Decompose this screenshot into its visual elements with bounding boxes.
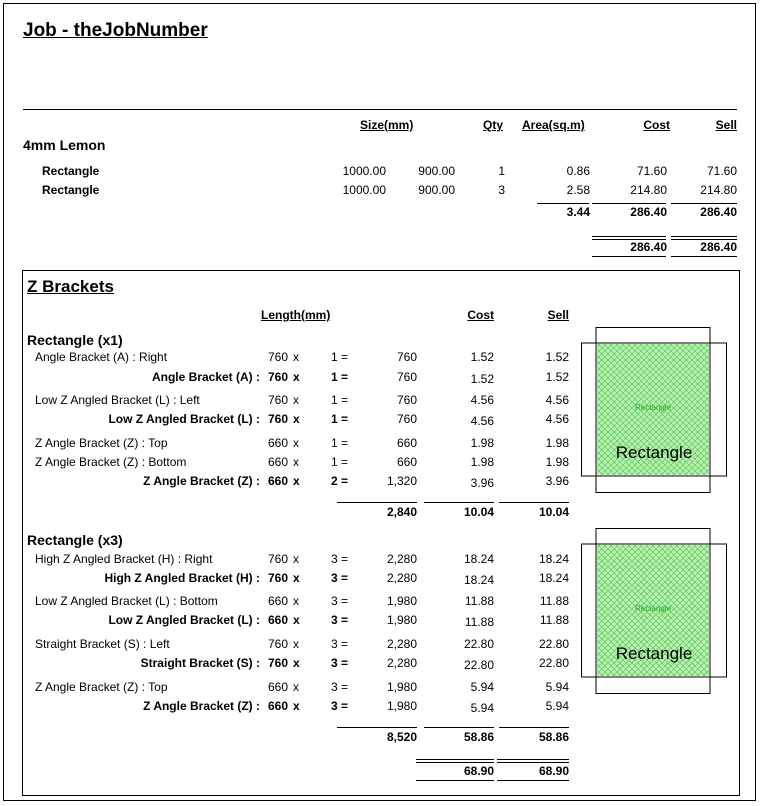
bracket-cost: 4.56	[470, 393, 494, 407]
bracket-row-label: Straight Bracket (S) : Left	[35, 637, 170, 651]
bracket-total-length: 1,980	[386, 699, 417, 713]
bracket-summary-label: Angle Bracket (A) :	[151, 370, 260, 384]
bracket-summary-label: Straight Bracket (S) :	[140, 656, 260, 670]
header-bracket-cost: Cost	[467, 308, 494, 322]
bracket-times: x	[293, 637, 299, 651]
bracket-times: x	[293, 699, 300, 713]
bracket-length: 660	[267, 455, 288, 469]
header-bracket-sell: Sell	[547, 308, 569, 322]
bracket-row-label: Low Z Angled Bracket (L) : Left	[35, 393, 200, 407]
bracket-cost: 22.80	[463, 637, 494, 651]
subtotal-sell: 286.40	[700, 205, 737, 219]
bracket-qty: 1 =	[331, 455, 349, 469]
bracket-total-length: 1,980	[386, 613, 417, 627]
bracket-length: 760	[267, 393, 288, 407]
bracket-length: 760	[267, 370, 288, 384]
header-qty: Qty	[483, 118, 504, 132]
bracket-sell: 1.98	[545, 455, 569, 469]
bracket-sell: 1.52	[545, 370, 569, 384]
grand-total-under-line-sell	[497, 780, 569, 781]
subtotal-line-sell	[671, 203, 737, 204]
bracket-sell: 3.96	[545, 474, 569, 488]
total-cost: 286.40	[630, 240, 667, 254]
bracket-times: x	[293, 552, 299, 566]
bracket-times: x	[293, 474, 300, 488]
bracket-subtotal-line-sell	[499, 502, 569, 503]
bracket-length: 760	[267, 552, 288, 566]
bracket-qty: 1 =	[331, 436, 349, 450]
material-group-label: 4mm Lemon	[23, 137, 106, 153]
total-under-line-sell	[671, 256, 737, 257]
bracket-total-length: 2,280	[386, 637, 417, 651]
header-cost: Cost	[643, 118, 670, 132]
bracket-sell: 11.88	[539, 594, 569, 608]
bracket-subtotal-line-length	[337, 727, 417, 728]
bracket-summary-label: Low Z Angled Bracket (L) :	[108, 412, 260, 426]
bracket-total-length: 2,280	[386, 571, 417, 585]
row-height: 900.00	[418, 183, 455, 197]
bracket-length: 660	[267, 613, 288, 627]
bracket-subtotal-sell: 10.04	[538, 505, 569, 519]
bracket-sell: 11.88	[539, 613, 569, 627]
bracket-qty: 2 =	[331, 474, 349, 488]
bracket-qty: 3 =	[331, 571, 349, 585]
bracket-qty: 3 =	[331, 552, 349, 566]
diagram-label: Rectangle	[615, 443, 693, 462]
bracket-length: 760	[267, 571, 288, 585]
bracket-qty: 3 =	[331, 656, 349, 670]
header-size: Size(mm)	[360, 118, 414, 132]
bracket-length: 660	[267, 680, 288, 694]
bracket-times: x	[293, 455, 299, 469]
total-sell: 286.40	[700, 240, 737, 254]
bracket-cost: 11.88	[464, 615, 494, 629]
bracket-length: 660	[267, 474, 288, 488]
bracket-sell: 1.52	[545, 350, 569, 364]
bracket-cost: 11.88	[464, 594, 494, 608]
bracket-row-label: High Z Angled Bracket (H) : Right	[35, 552, 213, 566]
bracket-times: x	[293, 412, 300, 426]
bracket-length: 760	[267, 350, 288, 364]
bracket-sell: 22.80	[538, 656, 569, 670]
bracket-cost: 3.96	[470, 476, 494, 490]
bracket-cost: 4.56	[470, 414, 494, 428]
row-sell: 214.80	[700, 183, 737, 197]
bracket-row-label: Z Angle Bracket (Z) : Bottom	[35, 455, 187, 469]
bracket-summary-label: High Z Angled Bracket (H) :	[104, 571, 260, 585]
bracket-total-length: 660	[396, 436, 417, 450]
diagram-small-label: Rectangle	[634, 604, 672, 613]
bracket-times: x	[293, 571, 300, 585]
bracket-total-length: 760	[396, 412, 417, 426]
bracket-total-length: 760	[396, 370, 417, 384]
bracket-times: x	[293, 680, 299, 694]
subtotal-line-cost	[592, 203, 666, 204]
bracket-total-length: 2,280	[386, 552, 417, 566]
bracket-qty: 3 =	[331, 613, 349, 627]
bracket-cost: 5.94	[470, 701, 494, 715]
bracket-sell: 5.94	[545, 699, 569, 713]
diagram-label: Rectangle	[615, 644, 693, 663]
bracket-cost: 22.80	[463, 658, 494, 672]
header-area: Area(sq.m)	[522, 118, 585, 132]
bracket-subtotal-line-sell	[499, 727, 569, 728]
bracket-subtotal-line-cost	[424, 502, 494, 503]
bracket-cost: 1.52	[470, 372, 494, 386]
bracket-times: x	[293, 613, 300, 627]
bracket-times: x	[293, 350, 299, 364]
bracket-sell: 4.56	[545, 412, 569, 426]
header-sell: Sell	[715, 118, 737, 132]
bracket-qty: 1 =	[331, 393, 349, 407]
bracket-summary-label: Low Z Angled Bracket (L) :	[108, 613, 260, 627]
bracket-subtotal-sell: 58.86	[538, 730, 569, 744]
bracket-subtotal-cost: 10.04	[463, 505, 494, 519]
bracket-cost: 18.24	[463, 552, 494, 566]
bracket-cost: 5.94	[470, 680, 494, 694]
bracket-length: 760	[267, 656, 288, 670]
bracket-group-title: Rectangle (x1)	[27, 332, 123, 348]
row-name: Rectangle	[42, 164, 100, 178]
bracket-length: 760	[267, 412, 288, 426]
header-length: Length(mm)	[261, 308, 331, 322]
bracket-cost: 1.98	[470, 436, 494, 450]
bracket-total-length: 1,980	[386, 594, 417, 608]
bracket-summary-label: Z Angle Bracket (Z) :	[143, 474, 260, 488]
bracket-total-length: 660	[396, 455, 417, 469]
bracket-sell: 18.24	[538, 571, 569, 585]
bracket-subtotal-line-cost	[424, 727, 494, 728]
row-name: Rectangle	[42, 183, 100, 197]
bracket-qty: 3 =	[331, 637, 349, 651]
bracket-cost: 1.52	[470, 350, 494, 364]
bracket-subtotal-line-length	[337, 502, 417, 503]
grand-total-cost: 68.90	[463, 764, 494, 778]
bracket-length: 660	[267, 594, 288, 608]
bracket-total-length: 760	[396, 350, 417, 364]
bracket-qty: 1 =	[331, 350, 349, 364]
bracket-sell: 18.24	[538, 552, 569, 566]
bracket-qty: 1 =	[331, 412, 349, 426]
subtotal-cost: 286.40	[630, 205, 667, 219]
bracket-times: x	[293, 436, 299, 450]
bracket-group-title: Rectangle (x3)	[27, 532, 123, 548]
bracket-qty: 3 =	[331, 680, 349, 694]
bracket-subtotal-cost: 58.86	[463, 730, 494, 744]
bracket-total-length: 1,980	[386, 680, 417, 694]
bracket-total-length: 760	[396, 393, 417, 407]
z-brackets-title: Z Brackets	[27, 277, 114, 296]
bracket-row-label: Low Z Angled Bracket (L) : Bottom	[35, 594, 218, 608]
bracket-total-length: 1,320	[386, 474, 417, 488]
bracket-sell: 22.80	[538, 637, 569, 651]
page-title: Job - theJobNumber	[23, 20, 208, 41]
bracket-sell: 4.56	[545, 393, 569, 407]
row-qty: 3	[498, 183, 505, 197]
bracket-subtotal-length: 8,520	[386, 730, 417, 744]
subtotal-area: 3.44	[566, 205, 590, 219]
bracket-qty: 3 =	[331, 699, 349, 713]
bracket-sell: 5.94	[545, 680, 569, 694]
bracket-subtotal-length: 2,840	[386, 505, 417, 519]
bracket-total-length: 2,280	[386, 656, 417, 670]
bracket-times: x	[293, 594, 299, 608]
grand-total-under-line-cost	[416, 780, 494, 781]
bracket-cost: 1.98	[470, 455, 494, 469]
row-height: 900.00	[418, 164, 455, 178]
total-under-line-cost	[592, 256, 666, 257]
row-sell: 71.60	[706, 164, 737, 178]
row-area: 2.58	[566, 183, 590, 197]
row-width: 1000.00	[342, 183, 386, 197]
grand-total-sell: 68.90	[538, 764, 569, 778]
bracket-length: 660	[267, 436, 288, 450]
rectangle-diagram	[581, 327, 731, 497]
row-qty: 1	[498, 164, 505, 178]
grand-total-double-line-sell	[497, 759, 569, 763]
diagram-small-label: Rectangle	[634, 403, 672, 412]
bracket-length: 760	[267, 637, 288, 651]
bracket-qty: 1 =	[331, 370, 349, 384]
title-divider	[23, 109, 737, 110]
bracket-times: x	[293, 370, 300, 384]
row-area: 0.86	[566, 164, 590, 178]
bracket-length: 660	[267, 699, 288, 713]
row-cost: 214.80	[630, 183, 667, 197]
subtotal-line-area	[537, 203, 589, 204]
bracket-cost: 18.24	[463, 573, 494, 587]
grand-total-double-line-cost	[416, 759, 494, 763]
bracket-row-label: Z Angle Bracket (Z) : Top	[35, 680, 168, 694]
row-cost: 71.60	[636, 164, 667, 178]
bracket-summary-label: Z Angle Bracket (Z) :	[143, 699, 260, 713]
bracket-row-label: Angle Bracket (A) : Right	[35, 350, 168, 364]
bracket-row-label: Z Angle Bracket (Z) : Top	[35, 436, 168, 450]
bracket-qty: 3 =	[331, 594, 349, 608]
row-width: 1000.00	[342, 164, 386, 178]
bracket-sell: 1.98	[545, 436, 569, 450]
bracket-times: x	[293, 656, 300, 670]
bracket-times: x	[293, 393, 299, 407]
rectangle-diagram	[581, 528, 731, 698]
